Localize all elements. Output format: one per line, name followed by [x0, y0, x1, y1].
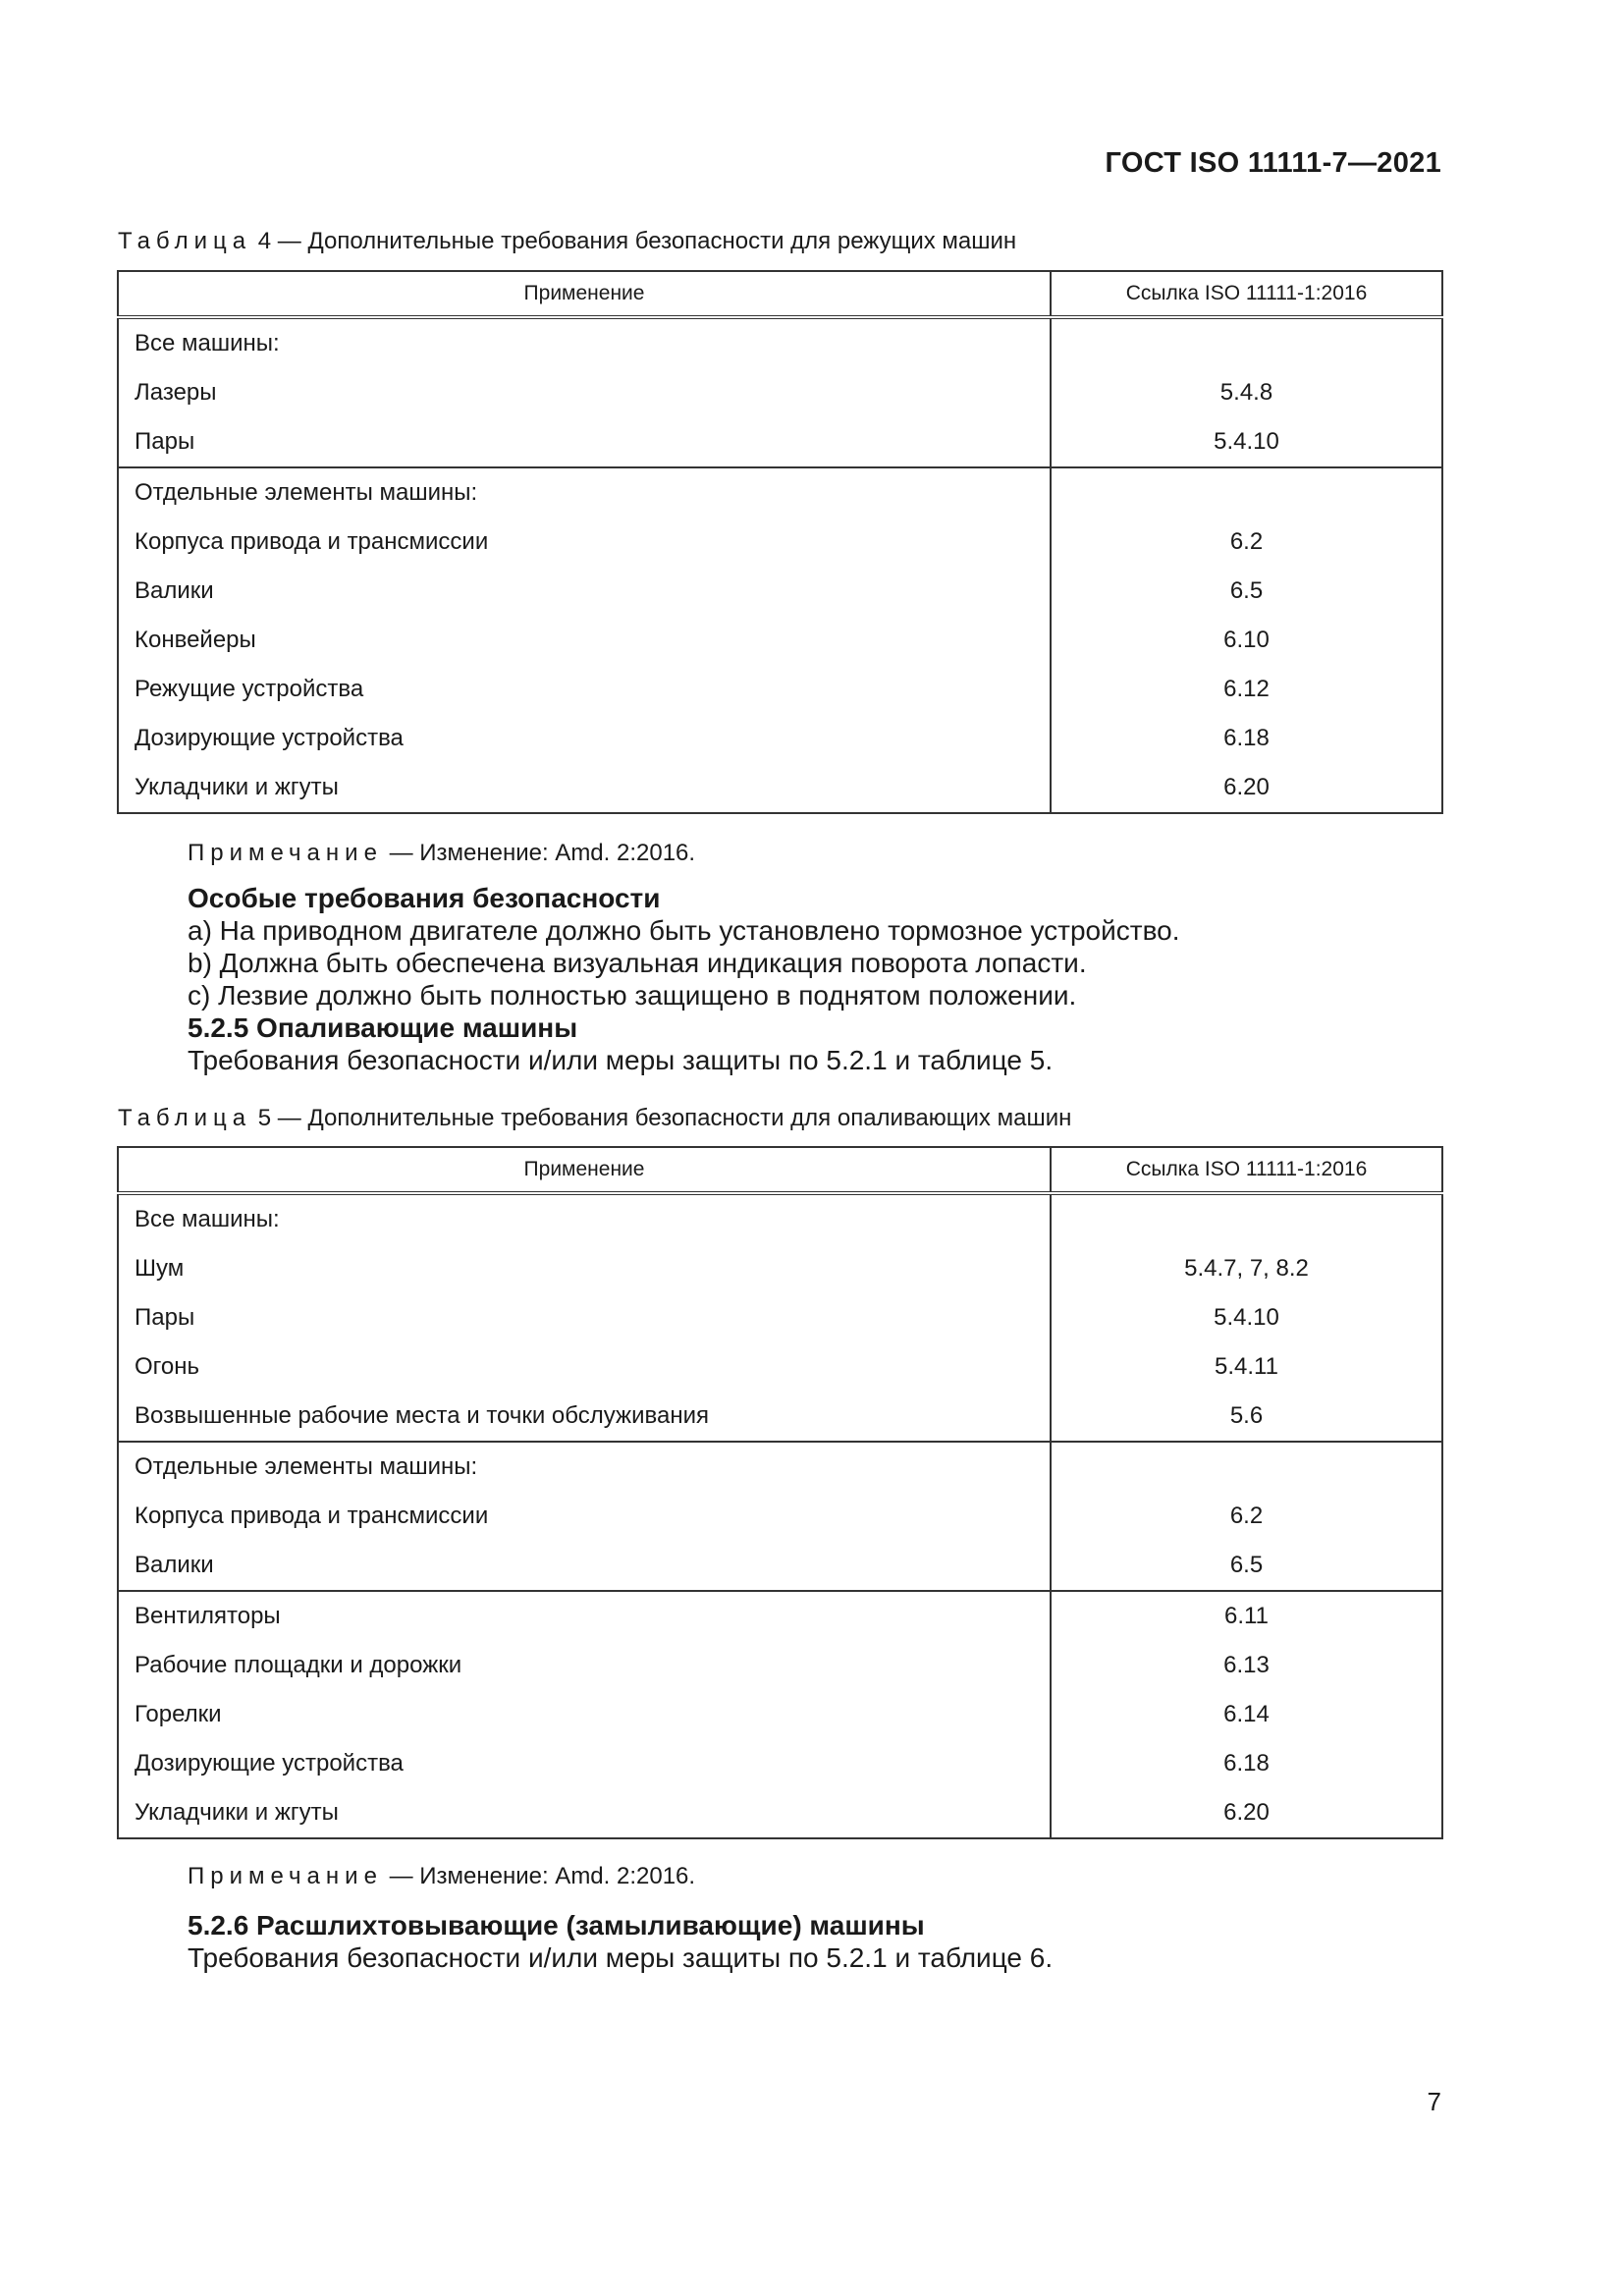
table-row: [118, 1690, 1442, 1739]
row-ref: 6.20: [1051, 1788, 1442, 1838]
row-ref: 5.4.8: [1051, 368, 1442, 417]
row-ref: 6.20: [1051, 763, 1442, 813]
table5-header-reference: Ссылка ISO 11111-1:2016: [1051, 1147, 1442, 1193]
special-requirement-item: c) Лезвие должно быть полностью защищено в поднятом положении.: [188, 980, 1077, 1011]
row-ref: 6.10: [1051, 616, 1442, 665]
row-name: Дозирующие устройства: [118, 1739, 1051, 1788]
table5-note: [188, 1863, 695, 1890]
table4-header-reference: Ссылка ISO 11111-1:2016: [1051, 271, 1442, 317]
row-ref: 5.4.10: [1051, 1293, 1442, 1342]
row-name: Горелки: [118, 1690, 1051, 1739]
table-row: [118, 1591, 1442, 1641]
row-ref: 6.12: [1051, 665, 1442, 714]
table4-header-application: Применение: [118, 271, 1051, 317]
row-name: Возвышенные рабочие места и точки обслуживания: [118, 1392, 1051, 1442]
row-ref: [1051, 317, 1442, 368]
table-row: [118, 417, 1442, 467]
table-row: [118, 1442, 1442, 1492]
row-name: Пары: [118, 417, 1051, 467]
row-name: Конвейеры: [118, 616, 1051, 665]
section-text-5-2-5: Требования безопасности и/или меры защиты по 5.2.1 и таблице 5.: [188, 1045, 1054, 1075]
row-name: Отдельные элементы машины:: [118, 1442, 1051, 1492]
row-name: Отдельные элементы машины:: [118, 467, 1051, 518]
table4: [117, 270, 1443, 814]
row-ref: 6.2: [1051, 1492, 1442, 1541]
row-name: Валики: [118, 567, 1051, 616]
row-name: Укладчики и жгуты: [118, 763, 1051, 813]
table5-note-label: Примечание: [188, 1863, 383, 1889]
table4-header-row: [118, 271, 1442, 317]
page-number: 7: [1427, 2087, 1441, 2116]
row-ref: 6.14: [1051, 1690, 1442, 1739]
special-requirements: [188, 882, 1180, 1076]
row-name: Все машины:: [118, 1193, 1051, 1244]
table5-caption-label: Таблица: [118, 1105, 252, 1131]
table5-header-row: [118, 1147, 1442, 1193]
row-name: Огонь: [118, 1342, 1051, 1392]
table-row: [118, 1392, 1442, 1442]
table-row: [118, 317, 1442, 368]
table4-note-label: Примечание: [188, 840, 383, 866]
row-name: Валики: [118, 1541, 1051, 1591]
table4-caption: [118, 228, 1016, 255]
table-row: [118, 1492, 1442, 1541]
row-ref: 5.4.10: [1051, 417, 1442, 467]
table4-note-text: — Изменение: Amd. 2:2016.: [389, 840, 696, 866]
row-name: Укладчики и жгуты: [118, 1788, 1051, 1838]
table-row: [118, 1641, 1442, 1690]
row-name: Вентиляторы: [118, 1591, 1051, 1641]
table4-caption-label: Таблица: [118, 228, 252, 254]
table-row: [118, 616, 1442, 665]
row-name: Пары: [118, 1293, 1051, 1342]
table-row: [118, 518, 1442, 567]
table-row: [118, 763, 1442, 813]
table4-caption-text: 4 — Дополнительные требования безопасности для режущих машин: [257, 228, 1017, 254]
row-ref: 5.6: [1051, 1392, 1442, 1442]
table4-note: [188, 840, 695, 867]
row-name: Корпуса привода и трансмиссии: [118, 518, 1051, 567]
table-row: [118, 1342, 1442, 1392]
row-name: Шум: [118, 1244, 1051, 1293]
row-ref: 6.18: [1051, 1739, 1442, 1788]
table-row: [118, 1244, 1442, 1293]
table5-caption-text: 5 — Дополнительные требования безопасности для опаливающих машин: [257, 1105, 1072, 1131]
row-ref: [1051, 1442, 1442, 1492]
row-ref: 6.13: [1051, 1641, 1442, 1690]
row-ref: 6.18: [1051, 714, 1442, 763]
row-ref: 6.2: [1051, 518, 1442, 567]
row-ref: 6.5: [1051, 567, 1442, 616]
section-heading-5-2-6: 5.2.6 Расшлихтовывающие (замыливающие) машины: [188, 1910, 925, 1941]
row-name: Рабочие площадки и дорожки: [118, 1641, 1051, 1690]
section-heading-5-2-5: 5.2.5 Опаливающие машины: [188, 1012, 578, 1043]
special-requirement-item: b) Должна быть обеспечена визуальная индикация поворота лопасти.: [188, 948, 1087, 978]
row-ref: 5.4.7, 7, 8.2: [1051, 1244, 1442, 1293]
row-name: Лазеры: [118, 368, 1051, 417]
document-header: ГОСТ ISO 11111-7—2021: [1105, 147, 1441, 179]
table-row: [118, 368, 1442, 417]
row-ref: 5.4.11: [1051, 1342, 1442, 1392]
table-row: [118, 1739, 1442, 1788]
table-row: [118, 1788, 1442, 1838]
row-name: Дозирующие устройства: [118, 714, 1051, 763]
section-text-5-2-6: Требования безопасности и/или меры защиты по 5.2.1 и таблице 6.: [188, 1942, 1054, 1973]
table5: [117, 1146, 1443, 1839]
table-row: [118, 714, 1442, 763]
special-requirement-item: a) На приводном двигателе должно быть установлено тормозное устройство.: [188, 915, 1180, 946]
row-ref: 6.5: [1051, 1541, 1442, 1591]
table-row: [118, 567, 1442, 616]
row-name: Все машины:: [118, 317, 1051, 368]
table-row: [118, 467, 1442, 518]
table-row: [118, 1193, 1442, 1244]
table-row: [118, 665, 1442, 714]
row-ref: 6.11: [1051, 1591, 1442, 1641]
section-5-2-6: [188, 1909, 1053, 1974]
row-ref: [1051, 1193, 1442, 1244]
row-name: Режущие устройства: [118, 665, 1051, 714]
special-requirements-title: Особые требования безопасности: [188, 883, 661, 913]
table5-caption: [118, 1105, 1071, 1132]
row-name: Корпуса привода и трансмиссии: [118, 1492, 1051, 1541]
table5-header-application: Применение: [118, 1147, 1051, 1193]
table-row: [118, 1293, 1442, 1342]
table5-note-text: — Изменение: Amd. 2:2016.: [389, 1863, 696, 1889]
table-row: [118, 1541, 1442, 1591]
row-ref: [1051, 467, 1442, 518]
